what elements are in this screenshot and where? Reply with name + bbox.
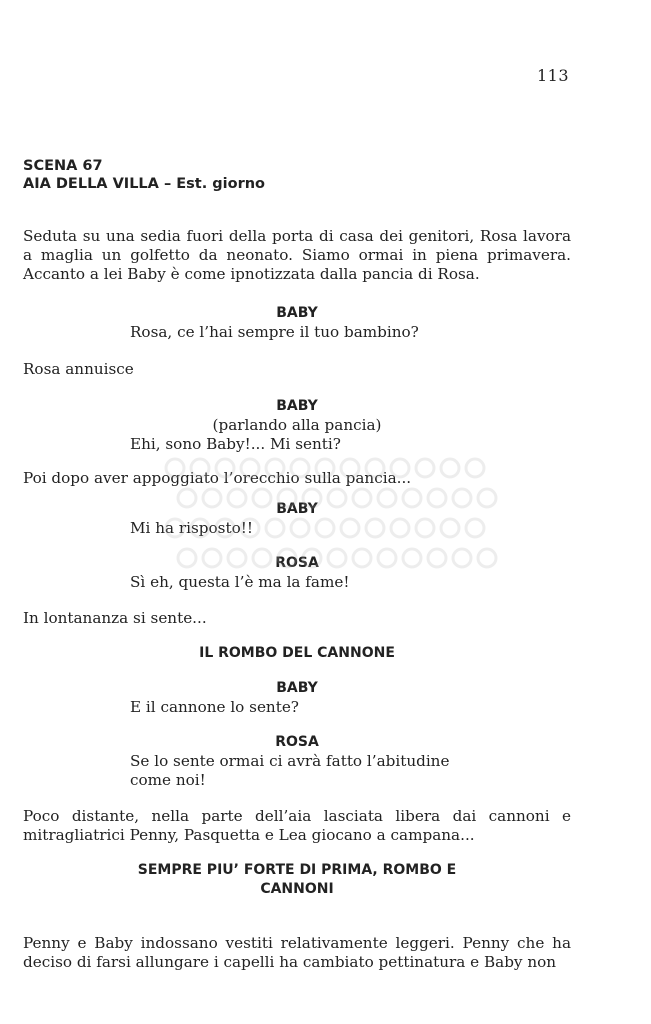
page-number: 113 [536,66,569,85]
dialogue-line: Sì eh, questa l’è ma la fame! [130,573,350,591]
character-name: BABY [276,398,318,414]
character-name: BABY [276,501,318,517]
sound-effect-cue: SEMPRE PIU’ FORTE DI PRIMA, ROMBO E CANNONI [137,862,457,897]
dialogue-line: Se lo sente ormai ci avrà fatto l’abitudine come noi! [130,752,450,789]
action-paragraph: In lontananza si sente... [23,609,207,627]
screenplay-page [23,157,571,972]
character-name: ROSA [275,734,319,750]
parenthetical: (parlando alla pancia) [212,416,382,434]
action-paragraph: Poi dopo aver appoggiato l’orecchio sulla pancia... [23,469,412,487]
action-paragraph: Poco distante, nella parte dell’aia lasciata libera dai cannoni e mitragliatrici Penny, Pasquetta e Lea giocano a campana... [23,807,571,844]
character-name: BABY [276,305,318,321]
dialogue-line: Ehi, sono Baby!... Mi senti? [130,435,341,453]
character-name: ROSA [275,555,319,571]
character-name: BABY [276,680,318,696]
action-paragraph: Seduta su una sedia fuori della porta di casa dei genitori, Rosa lavora a maglia un golfetto da neonato. Siamo ormai in piena primavera. Accanto a lei Baby è come ipnotizzata dalla pancia di Rosa. [23,227,571,283]
sound-effect-cue: IL ROMBO DEL CANNONE [199,645,395,661]
dialogue-line: Rosa, ce l’hai sempre il tuo bambino? [130,323,419,341]
scene-location: AIA DELLA VILLA – Est. giorno [23,176,266,192]
dialogue-line: Mi ha risposto!! [130,519,253,537]
action-paragraph: Rosa annuisce [23,360,134,378]
action-paragraph: Penny e Baby indossano vestiti relativamente leggeri. Penny che ha deciso di farsi allungare i capelli ha cambiato pettinatura e Baby non [23,934,571,971]
dialogue-line: E il cannone lo sente? [130,698,299,716]
scene-number: SCENA 67 [23,158,103,174]
